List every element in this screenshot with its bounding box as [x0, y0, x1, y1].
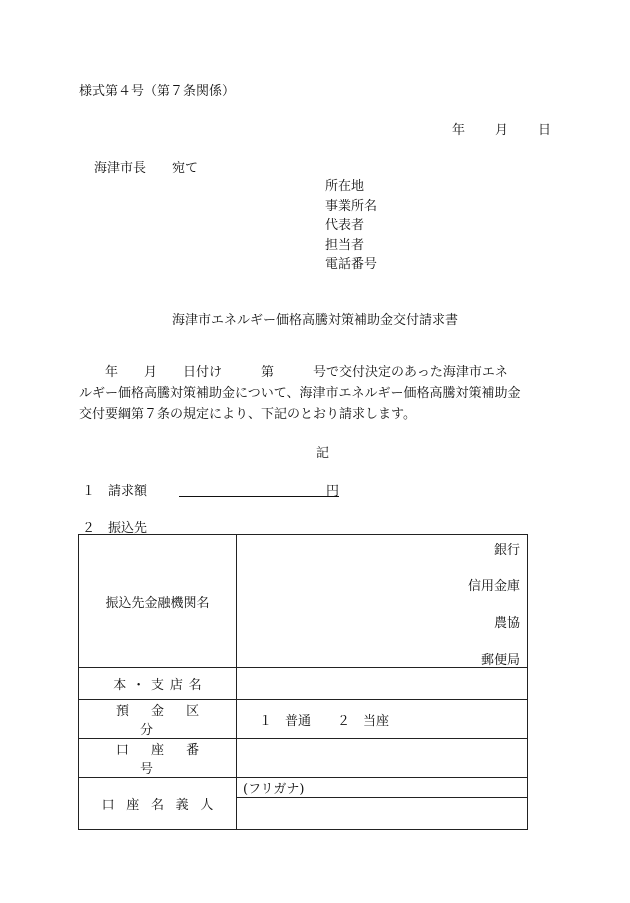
furigana-field[interactable]: [237, 778, 528, 798]
field-business-name: 事業所名: [325, 198, 378, 214]
account-number-field[interactable]: [237, 739, 528, 778]
addressee: 海津市長 宛て: [94, 161, 199, 176]
deposit-type-label: 預金区分: [115, 704, 222, 738]
field-phone: 電話番号: [325, 257, 378, 272]
applicant-fields: [325, 177, 377, 275]
branch-field[interactable]: [237, 668, 528, 700]
type-nokyo: 農協: [493, 616, 520, 631]
section-transfer-destination: ２ 振込先: [82, 521, 148, 536]
institution-label: 振込先金融機関名: [105, 595, 210, 611]
date-line: [452, 119, 551, 138]
branch-label-cell: [79, 668, 237, 700]
body-line-1: 年 月 日付け 第 号で交付決定のあった海津市エネ: [79, 365, 508, 380]
field-representative: 代表者: [325, 218, 365, 233]
institution-field[interactable]: [237, 535, 528, 668]
body-text: [79, 362, 559, 425]
institution-label-cell: [79, 535, 237, 668]
body-line-2: ルギー価格高騰対策補助金について、海津市エネルギー価格高騰対策補助金: [79, 386, 521, 401]
deposit-type-options: １ 普通 ２ 当座: [259, 713, 390, 729]
date-year: 年: [452, 123, 466, 138]
document-title: 海津市エネルギー価格高騰対策補助金交付請求書: [171, 313, 458, 328]
account-holder-field[interactable]: [237, 798, 528, 830]
account-number-label: 口座番号: [115, 743, 222, 777]
claim-amount-label: １ 請求額: [82, 484, 148, 499]
section-claim-amount: [82, 480, 339, 499]
type-shinkin: 信用金庫: [467, 579, 520, 594]
account-number-label-cell: [79, 739, 237, 778]
claim-amount-field[interactable]: [179, 480, 339, 497]
account-holder-label: 口座名義人: [101, 798, 226, 813]
date-month: 月: [495, 123, 509, 138]
date-day: 日: [538, 123, 552, 138]
form-number: 様式第４号（第７条関係）: [79, 84, 236, 99]
field-contact-person: 担当者: [325, 237, 365, 253]
ki-heading: 記: [316, 446, 330, 461]
field-address: 所在地: [325, 179, 365, 194]
body-line-3: 交付要綱第７条の規定により、下記のとおり請求します。: [79, 407, 416, 422]
yen-unit: 円: [325, 484, 339, 499]
bank-info-table: [78, 534, 528, 830]
branch-label: 本・支店名: [113, 678, 208, 693]
deposit-type-field[interactable]: [237, 700, 528, 739]
deposit-type-label-cell: [79, 700, 237, 739]
type-post-office: 郵便局: [480, 653, 520, 668]
account-holder-label-cell: [79, 778, 237, 830]
type-bank: 銀行: [493, 543, 520, 558]
furigana-label: (フリガナ): [243, 782, 305, 797]
